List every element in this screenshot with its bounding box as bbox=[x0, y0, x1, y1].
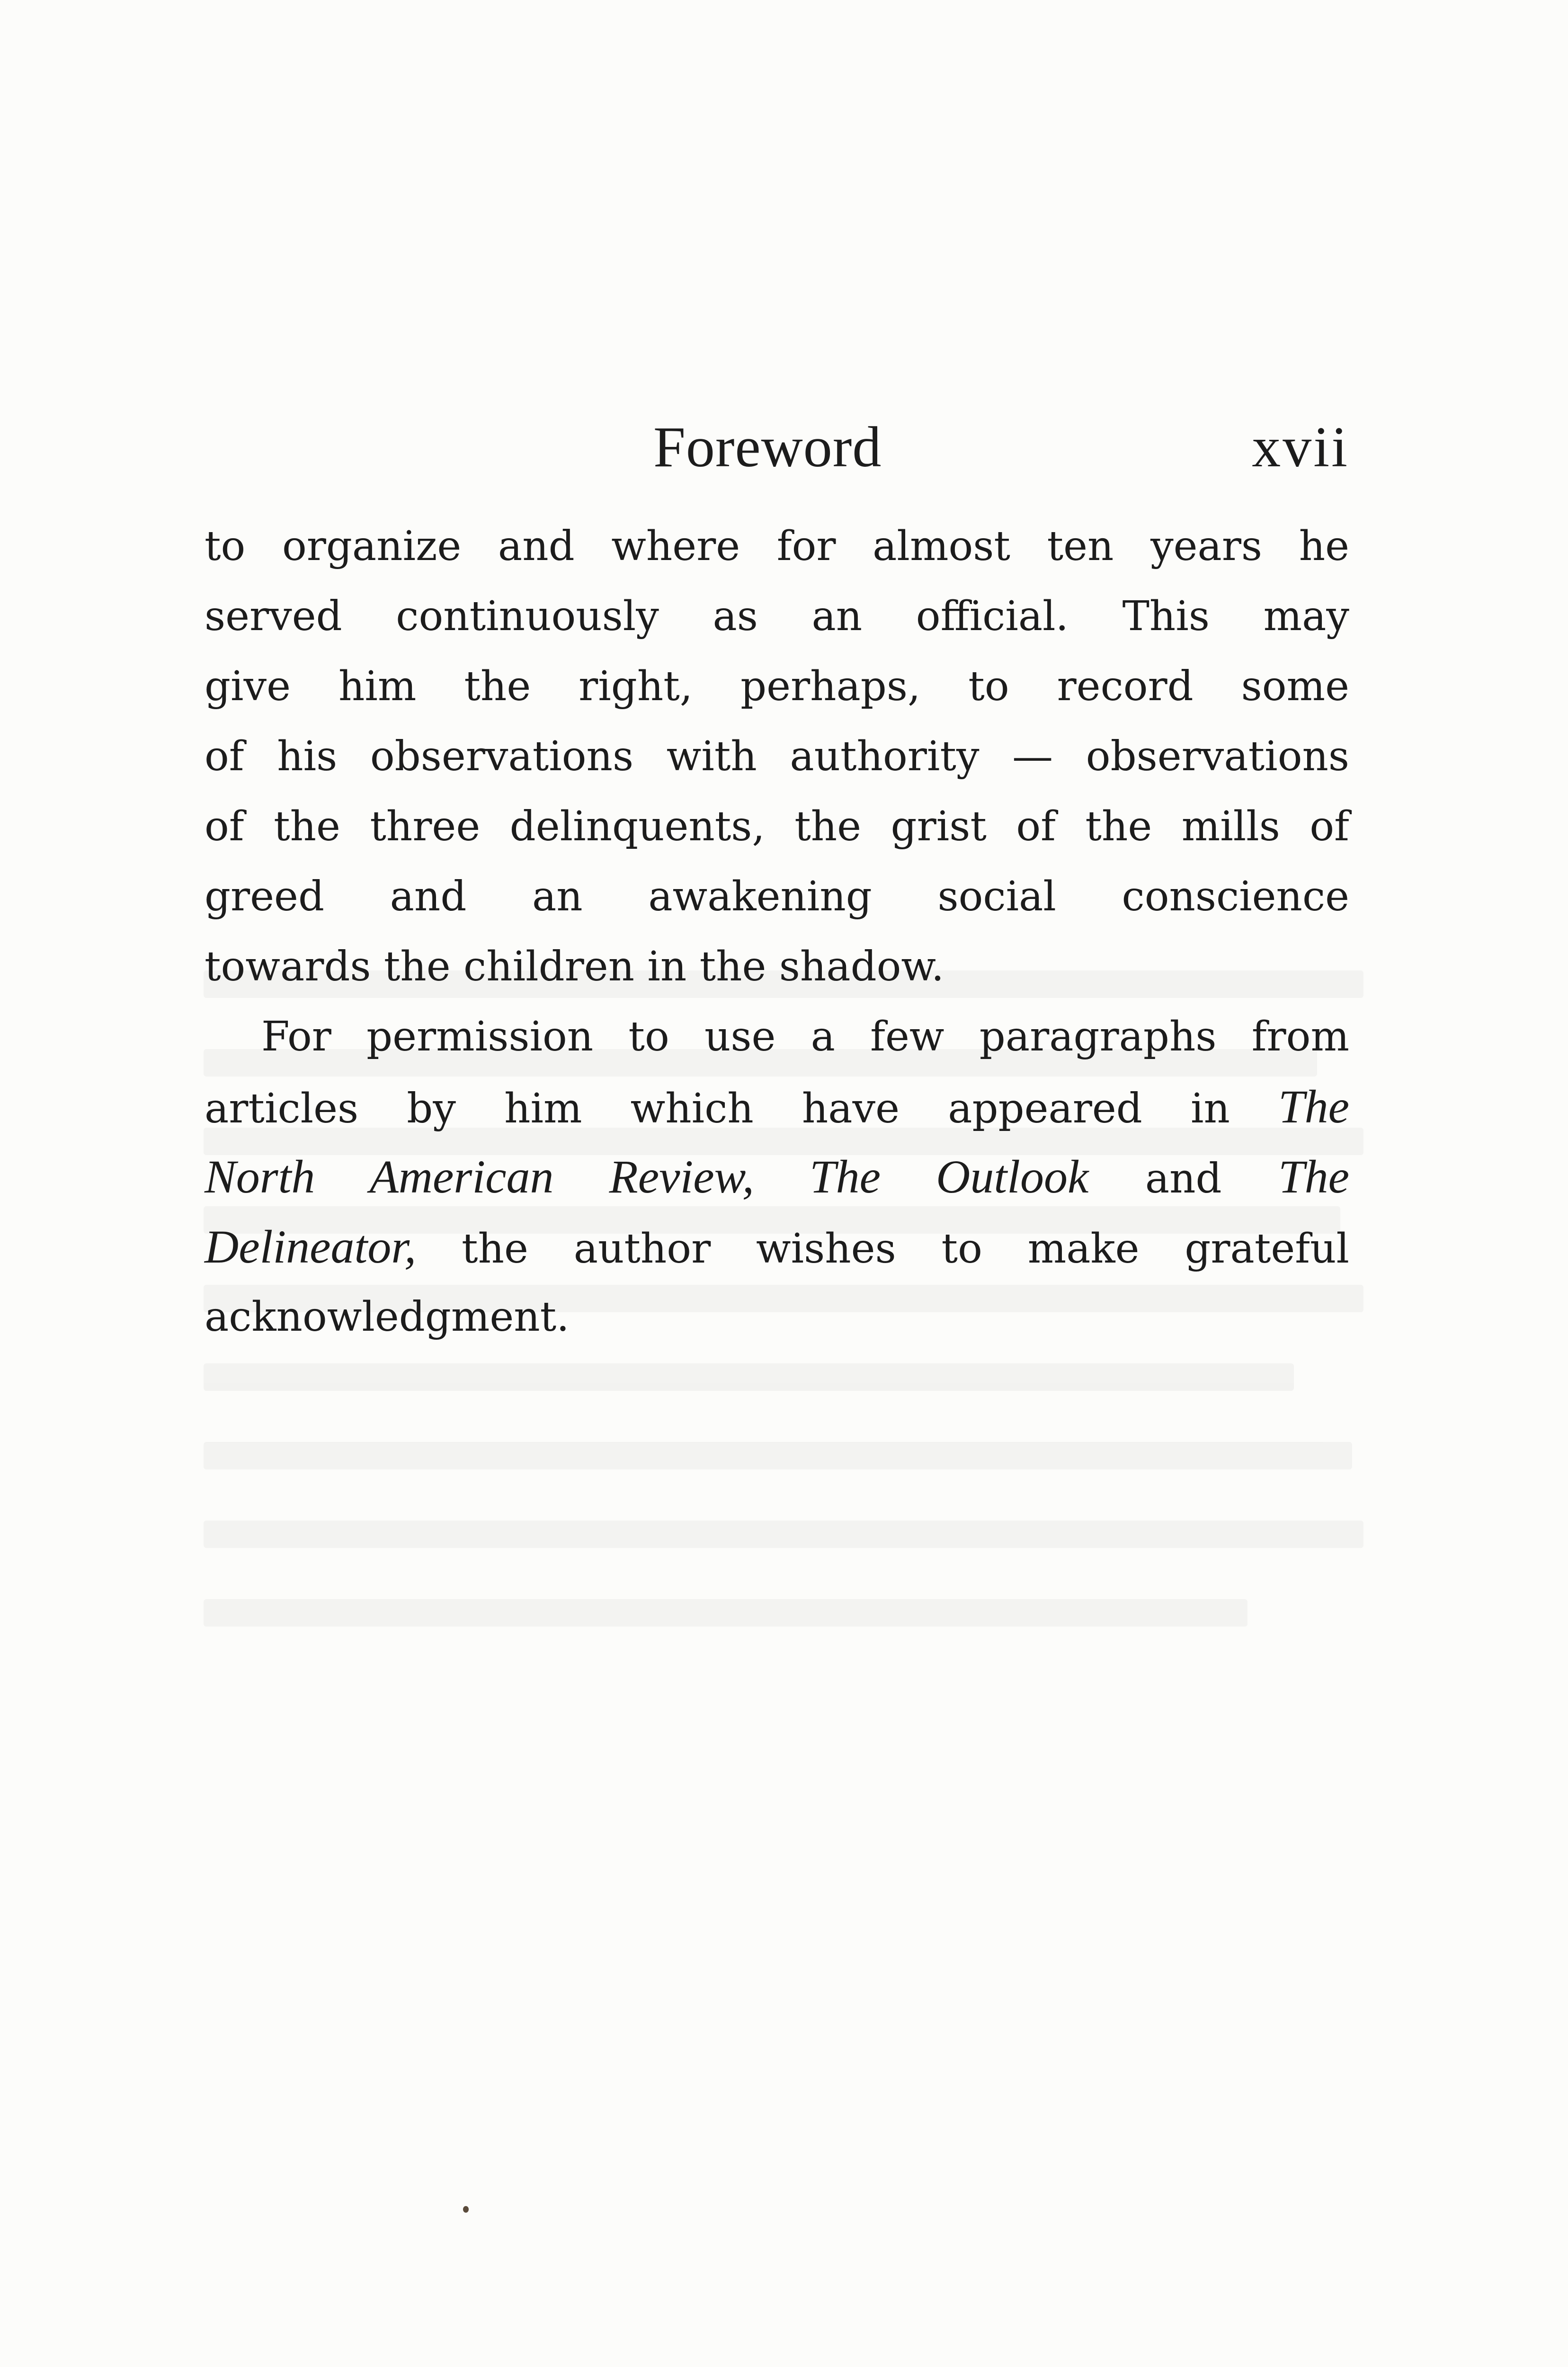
text-line: of the three delinquents, the grist of the mills of bbox=[205, 803, 1349, 850]
text-line: articles by him which have appeared in The bbox=[205, 1080, 1349, 1133]
text-line: served continuously as an official. This may bbox=[205, 593, 1349, 640]
running-header bbox=[204, 412, 1349, 483]
paragraph-1 bbox=[205, 511, 1349, 1002]
body-text bbox=[205, 511, 1349, 1352]
text-line: give him the right, perhaps, to record some bbox=[205, 663, 1349, 710]
paragraph-2 bbox=[205, 1002, 1349, 1352]
paper-speck bbox=[463, 2206, 469, 2213]
text-line: greed and an awakening social conscience bbox=[205, 873, 1349, 920]
italic-title: Delineator, bbox=[205, 1220, 417, 1273]
text-line: towards the children in the shadow. bbox=[205, 943, 944, 990]
italic-title: The bbox=[1278, 1080, 1349, 1133]
text-line: to organize and where for almost ten years he bbox=[205, 523, 1349, 570]
italic-title: The bbox=[1278, 1150, 1349, 1203]
italic-title: North American Review, The Outlook bbox=[205, 1150, 1089, 1203]
text-line: of his observations with authority — observations bbox=[205, 733, 1349, 780]
running-title: Foreword bbox=[653, 415, 882, 479]
text-line: North American Review, The Outlook and The bbox=[205, 1150, 1349, 1203]
text-line: acknowledgment. bbox=[205, 1293, 570, 1341]
page-number: xvii bbox=[1252, 415, 1349, 479]
text-line: Delineator, the author wishes to make grateful bbox=[205, 1220, 1349, 1273]
text-line: For permission to use a few paragraphs from bbox=[261, 1013, 1349, 1060]
